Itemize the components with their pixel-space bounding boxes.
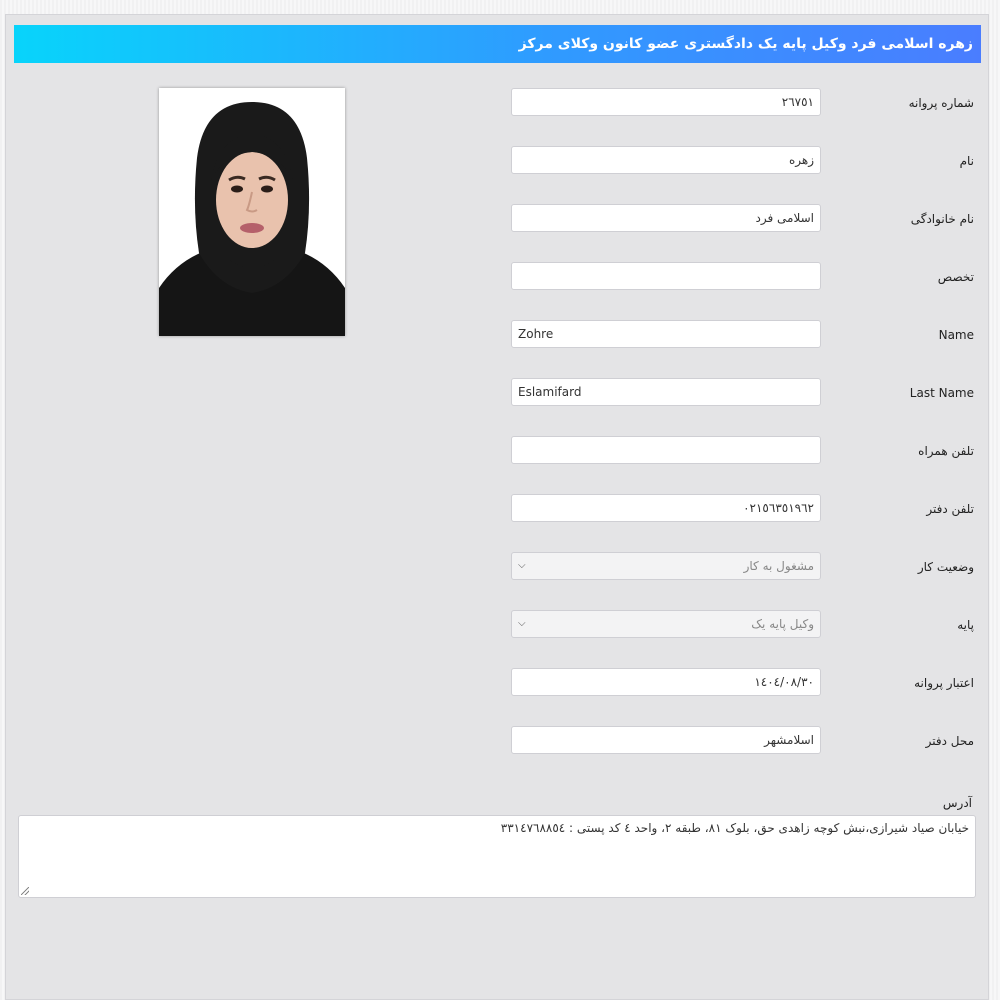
row-mobile xyxy=(6,436,990,466)
address-textarea[interactable] xyxy=(18,815,976,898)
last-name-fa-input[interactable]: اسلامی فرد xyxy=(511,204,821,232)
last-name-fa-label: نام خانوادگی xyxy=(910,212,974,226)
license-number-label: شماره پروانه xyxy=(908,96,974,110)
rank-value: وکیل پایه یک xyxy=(751,617,814,631)
office-location-label: محل دفتر xyxy=(925,734,974,748)
row-office-location xyxy=(6,726,990,756)
row-first-name-en xyxy=(6,320,990,350)
office-phone-label: تلفن دفتر xyxy=(926,502,974,516)
mobile-phone-label: تلفن همراه xyxy=(918,444,974,458)
rank-label: پایه xyxy=(957,618,974,632)
work-status-value: مشغول به کار xyxy=(743,559,814,573)
specialty-input[interactable] xyxy=(511,262,821,290)
row-office-phone xyxy=(6,494,990,524)
specialty-label: تخصص xyxy=(937,270,974,284)
rank-select[interactable] xyxy=(511,610,821,638)
first-name-en-label: Name xyxy=(938,328,974,342)
row-work-status xyxy=(6,552,990,582)
row-first-name-fa xyxy=(6,146,990,176)
mobile-phone-input[interactable] xyxy=(511,436,821,464)
license-validity-input[interactable]: ١٤٠٤/٠٨/٣٠ xyxy=(511,668,821,696)
row-specialty xyxy=(6,262,990,292)
last-name-en-input[interactable]: Eslamifard xyxy=(511,378,821,406)
first-name-fa-label: نام xyxy=(959,154,974,168)
address-label: آدرس xyxy=(942,796,972,810)
first-name-fa-input[interactable]: زهره xyxy=(511,146,821,174)
lawyer-profile-card xyxy=(5,14,989,1000)
row-last-name-en xyxy=(6,378,990,408)
license-validity-label: اعتبار پروانه xyxy=(914,676,974,690)
row-license-validity xyxy=(6,668,990,698)
work-status-label: وضعیت کار xyxy=(917,560,974,574)
chevron-down-icon: ⌵ xyxy=(518,560,526,571)
address-text: خیابان صیاد شیرازی،نبش کوچه زاهدی حق، بلوک ٨١، طبقه ٢، واحد ٤ کد پستی : ٣٣١٤٧٦٨٨٥٤ xyxy=(500,821,969,835)
work-status-select[interactable] xyxy=(511,552,821,580)
office-phone-input[interactable]: ٠٢١٥٦٣٥١٩٦٢ xyxy=(511,494,821,522)
first-name-en-input[interactable]: Zohre xyxy=(511,320,821,348)
resize-handle-icon[interactable] xyxy=(21,887,29,895)
row-rank xyxy=(6,610,990,640)
office-location-input[interactable]: اسلامشهر xyxy=(511,726,821,754)
profile-header-title: زهره اسلامی فرد وکیل پایه یک دادگستری عضو کانون وکلای مرکز xyxy=(14,25,981,63)
last-name-en-label: Last Name xyxy=(909,386,974,400)
row-license-number xyxy=(6,88,990,118)
license-number-input[interactable]: ٢٦٧٥١ xyxy=(511,88,821,116)
row-last-name-fa xyxy=(6,204,990,234)
chevron-down-icon: ⌵ xyxy=(518,618,526,629)
